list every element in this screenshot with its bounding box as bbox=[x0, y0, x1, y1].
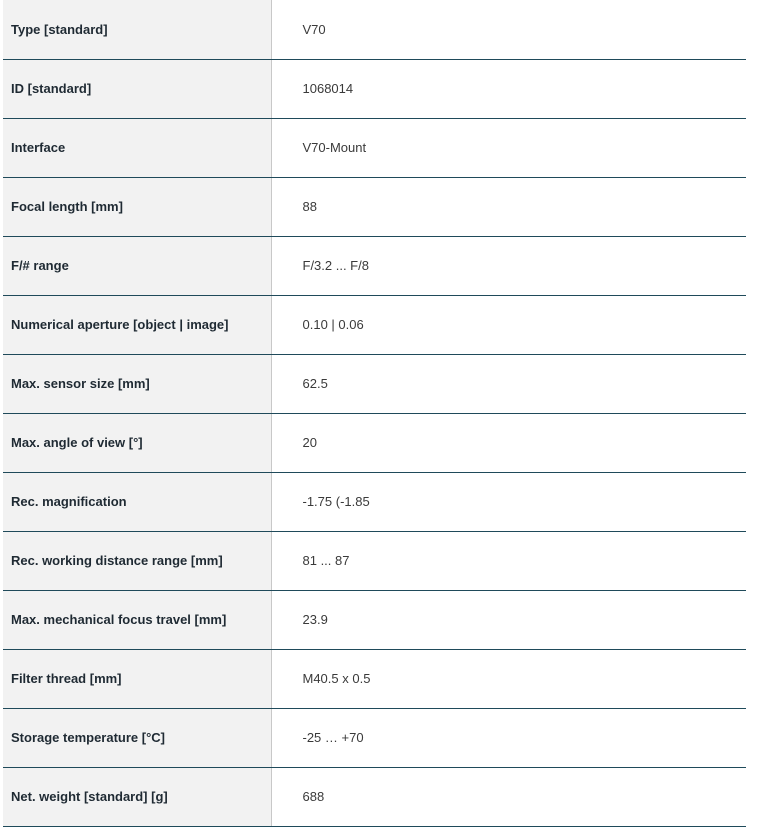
spec-value: 62.5 bbox=[271, 354, 746, 413]
table-row bbox=[3, 531, 746, 590]
spec-label: Interface bbox=[3, 118, 271, 177]
specifications-table bbox=[3, 0, 746, 827]
table-row bbox=[3, 118, 746, 177]
spec-value: 23.9 bbox=[271, 590, 746, 649]
spec-label: Net. weight [standard] [g] bbox=[3, 767, 271, 826]
table-row bbox=[3, 59, 746, 118]
spec-value: 81 ... 87 bbox=[271, 531, 746, 590]
spec-label: ID [standard] bbox=[3, 59, 271, 118]
table-row bbox=[3, 590, 746, 649]
spec-value: 20 bbox=[271, 413, 746, 472]
table-row bbox=[3, 472, 746, 531]
spec-value: 0.10 | 0.06 bbox=[271, 295, 746, 354]
table-row bbox=[3, 708, 746, 767]
spec-label: Max. mechanical focus travel [mm] bbox=[3, 590, 271, 649]
spec-label: Type [standard] bbox=[3, 0, 271, 59]
table-row bbox=[3, 767, 746, 826]
spec-label: Filter thread [mm] bbox=[3, 649, 271, 708]
spec-value: -1.75 (-1.85 bbox=[271, 472, 746, 531]
spec-label: Storage temperature [°C] bbox=[3, 708, 271, 767]
spec-value: 688 bbox=[271, 767, 746, 826]
spec-label: Rec. working distance range [mm] bbox=[3, 531, 271, 590]
spec-value: F/3.2 ... F/8 bbox=[271, 236, 746, 295]
spec-value: V70-Mount bbox=[271, 118, 746, 177]
spec-value: -25 … +70 bbox=[271, 708, 746, 767]
table-row bbox=[3, 0, 746, 59]
table-row bbox=[3, 354, 746, 413]
spec-label: Max. angle of view [°] bbox=[3, 413, 271, 472]
spec-value: V70 bbox=[271, 0, 746, 59]
spec-label: Focal length [mm] bbox=[3, 177, 271, 236]
table-row bbox=[3, 413, 746, 472]
spec-label: Rec. magnification bbox=[3, 472, 271, 531]
table-row bbox=[3, 295, 746, 354]
spec-value: 88 bbox=[271, 177, 746, 236]
table-row bbox=[3, 177, 746, 236]
spec-value: 1068014 bbox=[271, 59, 746, 118]
table-row bbox=[3, 236, 746, 295]
spec-label: Numerical aperture [object | image] bbox=[3, 295, 271, 354]
spec-value: M40.5 x 0.5 bbox=[271, 649, 746, 708]
table-row bbox=[3, 649, 746, 708]
spec-label: F/# range bbox=[3, 236, 271, 295]
spec-label: Max. sensor size [mm] bbox=[3, 354, 271, 413]
